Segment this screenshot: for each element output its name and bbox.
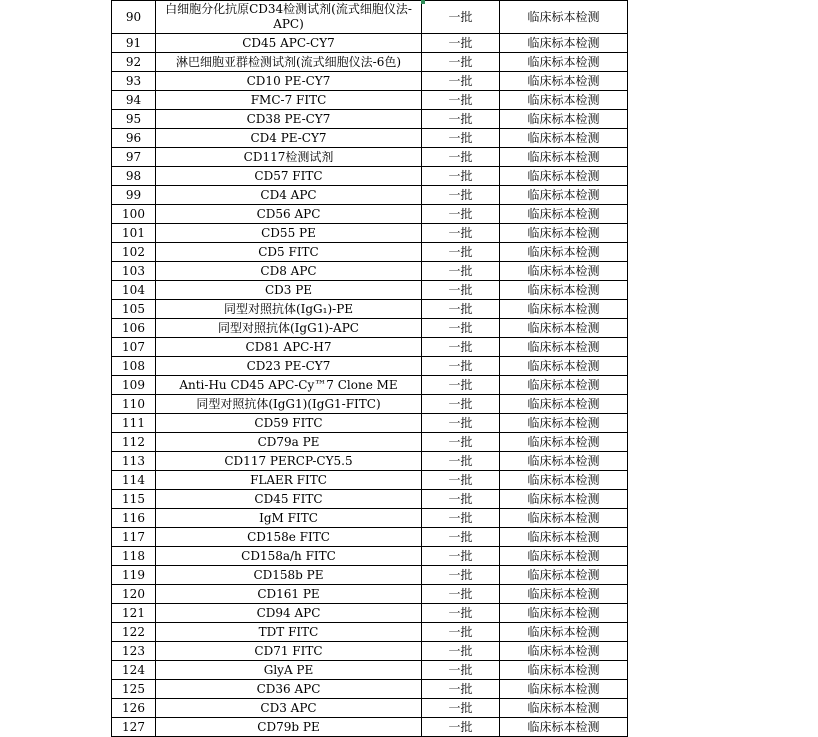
purpose-cell[interactable]: 临床标本检测 [500,623,628,642]
purpose-cell[interactable]: 临床标本检测 [500,300,628,319]
reagent-name-cell[interactable]: CD158b PE [156,566,422,585]
quantity-unit-cell[interactable]: 一批 [422,34,500,53]
reagent-name-cell[interactable]: 同型对照抗体(IgG1)-APC [156,319,422,338]
purpose-cell[interactable]: 临床标本检测 [500,205,628,224]
purpose-cell[interactable]: 临床标本检测 [500,91,628,110]
purpose-cell[interactable]: 临床标本检测 [500,376,628,395]
table-row [112,300,628,319]
row-number-cell[interactable]: 107 [112,338,156,357]
table-row [112,528,628,547]
quantity-unit-cell[interactable]: 一批 [422,718,500,737]
purpose-cell[interactable]: 临床标本检测 [500,262,628,281]
purpose-cell[interactable]: 临床标本检测 [500,490,628,509]
purpose-cell[interactable]: 临床标本检测 [500,338,628,357]
row-number-cell[interactable]: 123 [112,642,156,661]
row-number-cell[interactable]: 127 [112,718,156,737]
quantity-unit-cell[interactable]: 一批 [422,680,500,699]
reagent-name-cell[interactable]: CD158e FITC [156,528,422,547]
quantity-unit-cell[interactable]: 一批 [422,661,500,680]
quantity-unit-cell[interactable]: 一批 [422,433,500,452]
purpose-cell[interactable]: 临床标本检测 [500,604,628,623]
row-number-cell[interactable]: 112 [112,433,156,452]
quantity-unit-cell[interactable]: 一批 [422,566,500,585]
reagent-name-cell[interactable]: CD117检测试剂 [156,148,422,167]
purpose-cell[interactable]: 临床标本检测 [500,110,628,129]
purpose-cell[interactable]: 临床标本检测 [500,281,628,300]
reagent-table-body [112,1,628,737]
quantity-unit-cell[interactable]: 一批 [422,148,500,167]
purpose-cell[interactable]: 临床标本检测 [500,509,628,528]
reagent-name-cell[interactable]: CD45 FITC [156,490,422,509]
quantity-unit-cell[interactable]: 一批 [422,91,500,110]
quantity-unit-cell[interactable]: 一批 [422,414,500,433]
table-row [112,699,628,718]
row-number-cell[interactable]: 92 [112,53,156,72]
reagent-name-cell[interactable]: GlyA PE [156,661,422,680]
table-row [112,623,628,642]
quantity-unit-cell[interactable]: 一批 [422,205,500,224]
table-row [112,452,628,471]
table-row [112,34,628,53]
table-row [112,395,628,414]
table-row [112,604,628,623]
quantity-unit-cell[interactable]: 一批 [422,243,500,262]
row-number-cell[interactable]: 94 [112,91,156,110]
table-row [112,376,628,395]
quantity-unit-cell[interactable]: 一批 [422,395,500,414]
reagent-name-cell[interactable]: CD3 APC [156,699,422,718]
table-row [112,433,628,452]
reagent-name-cell[interactable]: CD10 PE-CY7 [156,72,422,91]
reagent-name-cell[interactable]: FLAER FITC [156,471,422,490]
table-row [112,718,628,737]
reagent-name-cell[interactable]: CD8 APC [156,262,422,281]
quantity-unit-cell[interactable]: 一批 [422,452,500,471]
table-row [112,547,628,566]
table-row [112,642,628,661]
table-row [112,357,628,376]
purpose-cell[interactable]: 临床标本检测 [500,699,628,718]
reagent-name-cell[interactable]: CD36 APC [156,680,422,699]
row-number-cell[interactable]: 97 [112,148,156,167]
quantity-unit-cell[interactable]: 一批 [422,528,500,547]
row-number-cell[interactable]: 111 [112,414,156,433]
quantity-unit-cell[interactable]: 一批 [422,224,500,243]
table-row [112,661,628,680]
table-row [112,471,628,490]
quantity-unit-cell[interactable]: 一批 [422,129,500,148]
row-number-cell[interactable]: 116 [112,509,156,528]
purpose-cell[interactable]: 临床标本检测 [500,528,628,547]
purpose-cell[interactable]: 临床标本检测 [500,53,628,72]
quantity-unit-cell[interactable]: 一批 [422,1,500,34]
reagent-name-cell[interactable]: CD79b PE [156,718,422,737]
reagent-name-cell[interactable]: CD57 FITC [156,167,422,186]
row-number-cell[interactable]: 109 [112,376,156,395]
row-number-cell[interactable]: 91 [112,34,156,53]
quantity-unit-cell[interactable]: 一批 [422,319,500,338]
quantity-unit-cell[interactable]: 一批 [422,110,500,129]
row-number-cell[interactable]: 103 [112,262,156,281]
quantity-unit-cell[interactable]: 一批 [422,509,500,528]
purpose-cell[interactable]: 临床标本检测 [500,585,628,604]
row-number-cell[interactable]: 98 [112,167,156,186]
reagent-table [111,0,628,737]
row-number-cell[interactable]: 100 [112,205,156,224]
table-row [112,319,628,338]
reagent-name-cell[interactable]: CD3 PE [156,281,422,300]
row-number-cell[interactable]: 114 [112,471,156,490]
quantity-unit-cell[interactable]: 一批 [422,376,500,395]
reagent-name-cell[interactable]: CD161 PE [156,585,422,604]
quantity-unit-cell[interactable]: 一批 [422,300,500,319]
table-row [112,53,628,72]
purpose-cell[interactable]: 临床标本检测 [500,148,628,167]
purpose-cell[interactable]: 临床标本检测 [500,452,628,471]
purpose-cell[interactable]: 临床标本检测 [500,1,628,34]
reagent-name-cell[interactable]: CD81 APC-H7 [156,338,422,357]
row-number-cell[interactable]: 96 [112,129,156,148]
row-number-cell[interactable]: 110 [112,395,156,414]
reagent-name-cell[interactable]: CD158a/h FITC [156,547,422,566]
purpose-cell[interactable]: 临床标本检测 [500,167,628,186]
row-number-cell[interactable]: 126 [112,699,156,718]
reagent-name-cell[interactable]: CD23 PE-CY7 [156,357,422,376]
table-row [112,167,628,186]
reagent-name-cell[interactable]: CD71 FITC [156,642,422,661]
purpose-cell[interactable]: 临床标本检测 [500,72,628,91]
purpose-cell[interactable]: 临床标本检测 [500,414,628,433]
quantity-unit-cell[interactable]: 一批 [422,642,500,661]
purpose-cell[interactable]: 临床标本检测 [500,547,628,566]
quantity-unit-cell[interactable]: 一批 [422,471,500,490]
row-number-cell[interactable]: 125 [112,680,156,699]
quantity-unit-cell[interactable]: 一批 [422,186,500,205]
row-number-cell[interactable]: 99 [112,186,156,205]
reagent-name-cell[interactable]: CD38 PE-CY7 [156,110,422,129]
purpose-cell[interactable]: 临床标本检测 [500,186,628,205]
table-row [112,148,628,167]
purpose-cell[interactable]: 临床标本检测 [500,642,628,661]
table-row [112,490,628,509]
purpose-cell[interactable]: 临床标本检测 [500,243,628,262]
purpose-cell[interactable]: 临床标本检测 [500,566,628,585]
reagent-name-cell[interactable]: CD117 PERCP-CY5.5 [156,452,422,471]
table-row [112,205,628,224]
quantity-unit-cell[interactable]: 一批 [422,281,500,300]
quantity-unit-cell[interactable]: 一批 [422,338,500,357]
table-row [112,1,628,34]
quantity-unit-cell[interactable]: 一批 [422,262,500,281]
table-row [112,186,628,205]
purpose-cell[interactable]: 临床标本检测 [500,395,628,414]
purpose-cell[interactable]: 临床标本检测 [500,34,628,53]
row-number-cell[interactable]: 105 [112,300,156,319]
reagent-name-cell[interactable]: FMC-7 FITC [156,91,422,110]
purpose-cell[interactable]: 临床标本检测 [500,718,628,737]
table-row [112,566,628,585]
reagent-name-cell[interactable]: 白细胞分化抗原CD34检测试剂(流式细胞仪法-APC) [156,1,422,34]
quantity-unit-cell[interactable]: 一批 [422,623,500,642]
row-number-cell[interactable]: 121 [112,604,156,623]
table-row [112,281,628,300]
quantity-unit-cell[interactable]: 一批 [422,167,500,186]
row-number-cell[interactable]: 115 [112,490,156,509]
purpose-cell[interactable]: 临床标本检测 [500,471,628,490]
table-row [112,338,628,357]
purpose-cell[interactable]: 临床标本检测 [500,319,628,338]
row-number-cell[interactable]: 113 [112,452,156,471]
active-cell-marker [421,0,425,4]
row-number-cell[interactable]: 122 [112,623,156,642]
quantity-unit-cell[interactable]: 一批 [422,547,500,566]
row-number-cell[interactable]: 93 [112,72,156,91]
row-number-cell[interactable]: 95 [112,110,156,129]
table-row [112,110,628,129]
reagent-name-cell[interactable]: TDT FITC [156,623,422,642]
table-row [112,72,628,91]
purpose-cell[interactable]: 临床标本检测 [500,224,628,243]
row-number-cell[interactable]: 119 [112,566,156,585]
table-row [112,680,628,699]
table-row [112,224,628,243]
reagent-name-cell[interactable]: CD94 APC [156,604,422,623]
table-row [112,262,628,281]
table-row [112,585,628,604]
quantity-unit-cell[interactable]: 一批 [422,53,500,72]
reagent-name-cell[interactable]: CD4 APC [156,186,422,205]
quantity-unit-cell[interactable]: 一批 [422,357,500,376]
reagent-name-cell[interactable]: CD5 FITC [156,243,422,262]
purpose-cell[interactable]: 临床标本检测 [500,129,628,148]
quantity-unit-cell[interactable]: 一批 [422,72,500,91]
table-row [112,91,628,110]
reagent-name-cell[interactable]: Anti-Hu CD45 APC-Cy™7 Clone ME [156,376,422,395]
purpose-cell[interactable]: 临床标本检测 [500,433,628,452]
reagent-name-cell[interactable]: 同型对照抗体(IgG₁)-PE [156,300,422,319]
table-row [112,129,628,148]
quantity-unit-cell[interactable]: 一批 [422,604,500,623]
row-number-cell[interactable]: 120 [112,585,156,604]
purpose-cell[interactable]: 临床标本检测 [500,357,628,376]
quantity-unit-cell[interactable]: 一批 [422,490,500,509]
reagent-name-cell[interactable]: CD45 APC-CY7 [156,34,422,53]
row-number-cell[interactable]: 102 [112,243,156,262]
row-number-cell[interactable]: 106 [112,319,156,338]
reagent-name-cell[interactable]: CD59 FITC [156,414,422,433]
reagent-name-cell[interactable]: CD4 PE-CY7 [156,129,422,148]
row-number-cell[interactable]: 117 [112,528,156,547]
row-number-cell[interactable]: 124 [112,661,156,680]
reagent-name-cell[interactable]: 同型对照抗体(IgG1)(IgG1-FITC) [156,395,422,414]
reagent-name-cell[interactable]: CD55 PE [156,224,422,243]
reagent-name-cell[interactable]: CD79a PE [156,433,422,452]
purpose-cell[interactable]: 临床标本检测 [500,661,628,680]
reagent-name-cell[interactable]: IgM FITC [156,509,422,528]
row-number-cell[interactable]: 104 [112,281,156,300]
table-row [112,243,628,262]
reagent-name-cell[interactable]: 淋巴细胞亚群检测试剂(流式细胞仪法-6色) [156,53,422,72]
purpose-cell[interactable]: 临床标本检测 [500,680,628,699]
table-row [112,414,628,433]
reagent-name-cell[interactable]: CD56 APC [156,205,422,224]
table-row [112,509,628,528]
row-number-cell[interactable]: 90 [112,1,156,34]
row-number-cell[interactable]: 108 [112,357,156,376]
quantity-unit-cell[interactable]: 一批 [422,699,500,718]
row-number-cell[interactable]: 101 [112,224,156,243]
row-number-cell[interactable]: 118 [112,547,156,566]
quantity-unit-cell[interactable]: 一批 [422,585,500,604]
